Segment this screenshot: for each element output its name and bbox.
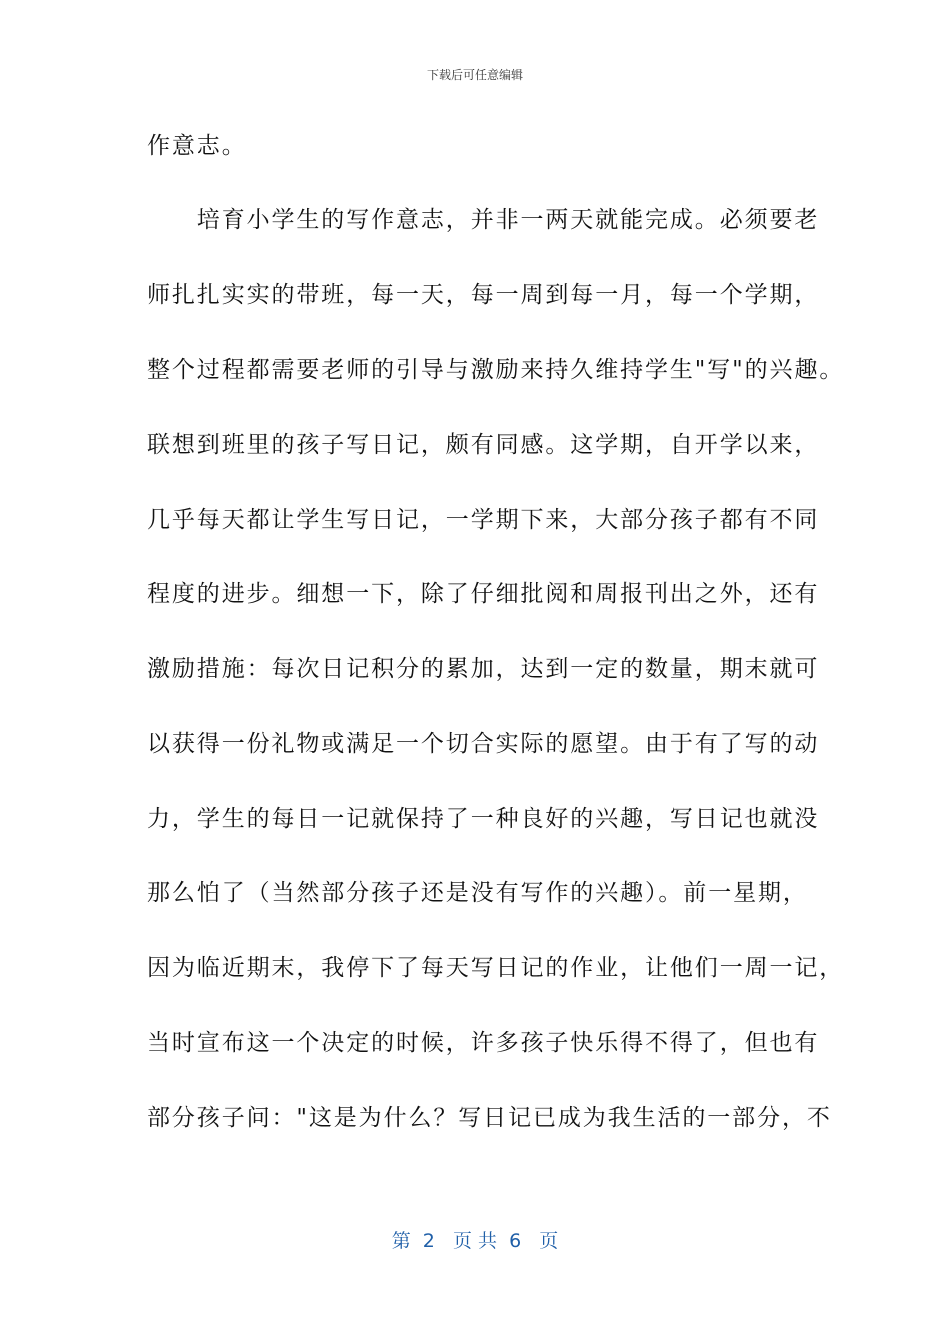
text-line: 力，学生的每日一记就保持了一种良好的兴趣，写日记也就没 xyxy=(147,806,820,832)
text-line: 联想到班里的孩子写日记，颇有同感。这学期，自开学以来， xyxy=(147,432,820,458)
text-line: 整个过程都需要老师的引导与激励来持久维持学生"写"的兴趣。 xyxy=(147,357,845,383)
text-line: 师扎扎实实的带班，每一天，每一周到每一月，每一个学期， xyxy=(147,282,820,308)
text-line: 作意志。 xyxy=(147,133,247,159)
page-number-footer: 第 2 页 共 6 页 xyxy=(391,1230,559,1252)
header-note: 下载后可任意编辑 xyxy=(426,68,523,82)
text-line: 部分孩子问："这是为什么？写日记已成为我生活的一部分，不 xyxy=(147,1105,832,1131)
text-line: 培育小学生的写作意志，并非一两天就能完成。必须要老 xyxy=(147,207,820,233)
text-line: 以获得一份礼物或满足一个切合实际的愿望。由于有了写的动 xyxy=(147,731,820,757)
text-line: 程度的进步。细想一下，除了仔细批阅和周报刊出之外，还有 xyxy=(147,581,820,607)
text-line: 激励措施：每次日记积分的累加，达到一定的数量，期末就可 xyxy=(147,656,820,682)
text-line: 几乎每天都让学生写日记，一学期下来，大部分孩子都有不同 xyxy=(147,507,820,533)
text-line: 当时宣布这一个决定的时候，许多孩子快乐得不得了，但也有 xyxy=(147,1030,820,1056)
text-line: 因为临近期末，我停下了每天写日记的作业，让他们一周一记， xyxy=(147,955,845,981)
text-line: 那么怕了（当然部分孩子还是没有写作的兴趣）。前一星期， xyxy=(147,880,808,906)
